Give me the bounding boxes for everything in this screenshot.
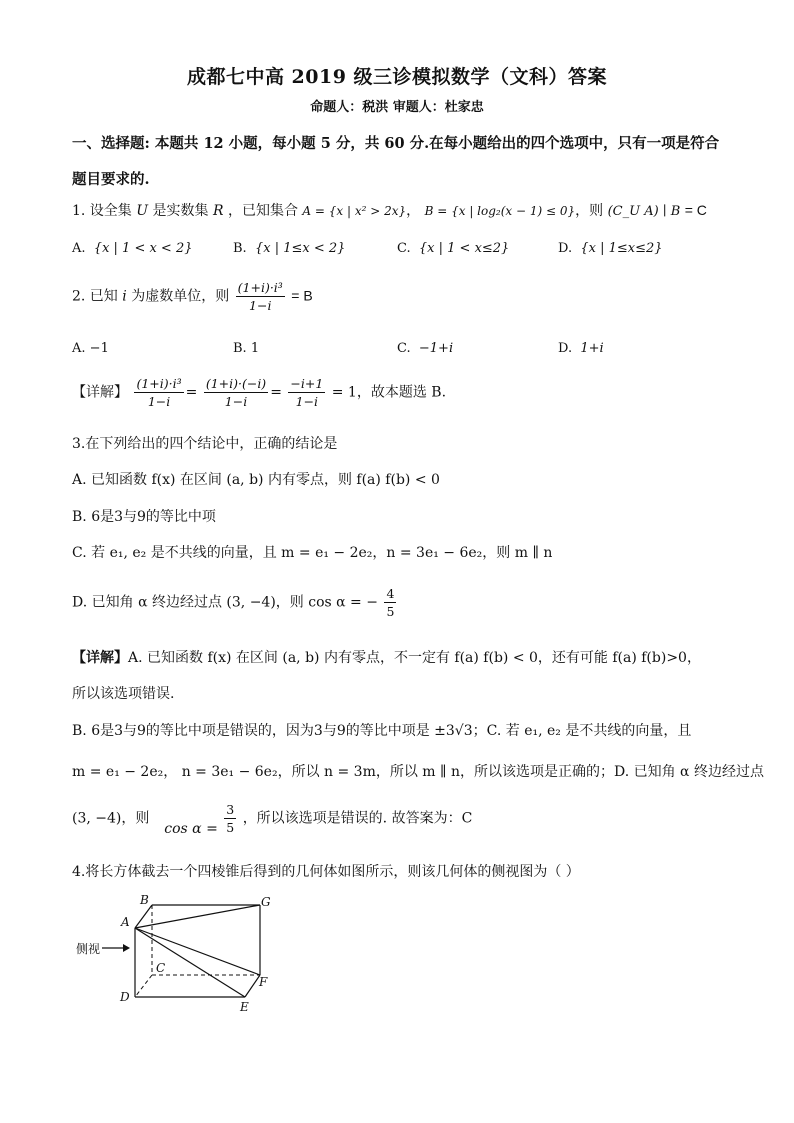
q1-option-c: C. {x | 1 < x≤2} (397, 241, 510, 256)
edge-AG (135, 905, 260, 928)
page-title: 成都七中高 2019 级三诊模拟数学（文科）答案 (186, 66, 608, 88)
q3-option-c: C. 若 e₁, e₂ 是不共线的向量，且 m = e₁ − 2e₂，n = 3e₁ − 6e₂，则 m ∥ n (72, 545, 553, 561)
q2-option-a: A. −1 (72, 341, 109, 356)
q3-detail-line-3: B. 6是3与9的等比中项是错误的，因为3与9的等比中项是 ±3√3；C. 若 e₁, e₂ 是不共线的向量，且 (72, 723, 692, 739)
q2-fraction: $\frac{\text{(1+i)·i³}}{1-i}$ (237, 280, 283, 313)
q1-option-b: B. {x | 1≤x < 2} (233, 241, 346, 256)
q3-detail-line-1: 【详解】A. 已知函数 f(x) 在区间 (a, b) 内有零点，不一定有 f(a) f(b) < 0，还有可能 f(a) f(b)>0， (72, 650, 701, 666)
q3-detail-line-5: (3, −4)，则 cos α = $\frac{3}{5}$ ，所以该选项是错误的. 故答案为：C (72, 802, 473, 837)
vertex-label-g: G (261, 895, 271, 909)
question-2-stem: 2. 已知 i 为虚数单位，则 $\frac{\text{(1+i)·i³}}{1-i}$ = B (72, 280, 313, 313)
edge-BA (135, 905, 152, 928)
q1-option-a: A. {x | 1 < x < 2} (72, 241, 193, 256)
q3-option-b: B. 6是3与9的等比中项 (72, 509, 216, 525)
question-1-stem: 1. 设全集 U 是实数集 R ，已知集合 A = {x | x² > 2x}， B = {x | log₂(x − 1) ≤ 0}，则 (C_U A) ∣ B = C (72, 202, 707, 219)
q2-option-d: D. 1+i (558, 341, 604, 356)
section-heading: 一、选择题: 本题共 12 小题，每小题 5 分，共 60 分.在每小题给出的四个选项中，只有一项是符合题目要求的. (72, 135, 720, 188)
edge-EF (245, 975, 260, 997)
vertex-label-e: E (240, 1000, 249, 1014)
vertex-label-d: D (120, 990, 130, 1004)
q1-option-d: D. {x | 1≤x≤2} (558, 241, 663, 256)
q2-option-c: C. −1+i (397, 341, 454, 356)
side-view-label: 侧视 (76, 942, 101, 956)
vertex-label-a: A (121, 915, 130, 929)
vertex-label-f: F (259, 975, 268, 989)
geometry-figure (70, 890, 300, 1015)
q2-option-b: B. 1 (233, 341, 260, 356)
q3-option-d: D. 已知角 α 终边经过点 (3, −4)，则 cos α = − $\frac{4}{5}$ (72, 586, 395, 619)
question-4-stem: 4.将长方体截去一个四棱锥后得到的几何体如图所示，则该几何体的侧视图为（ ） (72, 864, 580, 880)
q3-detail-line-4: m = e₁ − 2e₂， n = 3e₁ − 6e₂，所以 n = 3m，所以 m ∥ n，所以该选项是正确的；D. 已知角 α 终边经过点 (72, 764, 764, 780)
vertex-label-b: B (140, 893, 149, 907)
edge-CD-hidden (135, 975, 152, 997)
authors-line: 命题人：税洪 审题人：杜家忠 (310, 100, 484, 115)
q2-detail: 【详解】 $\frac{\text{(1+i)·i³}}{1-i}$ = $\frac{(1+i)\cdot(-i)}{1-i}$ = $\frac{-i+1}{1-i}$ = 1，故本题选 B. (72, 376, 447, 409)
edge-AF (135, 928, 260, 975)
arrow-head (123, 944, 130, 952)
question-3-stem: 3.在下列给出的四个结论中，正确的结论是 (72, 436, 338, 452)
q3-detail-line-2: 所以该选项错误. (72, 686, 175, 702)
vertex-label-c: C (156, 961, 166, 975)
q3-option-a: A. 已知函数 f(x) 在区间 (a, b) 内有零点，则 f(a) f(b) < 0 (72, 472, 440, 488)
